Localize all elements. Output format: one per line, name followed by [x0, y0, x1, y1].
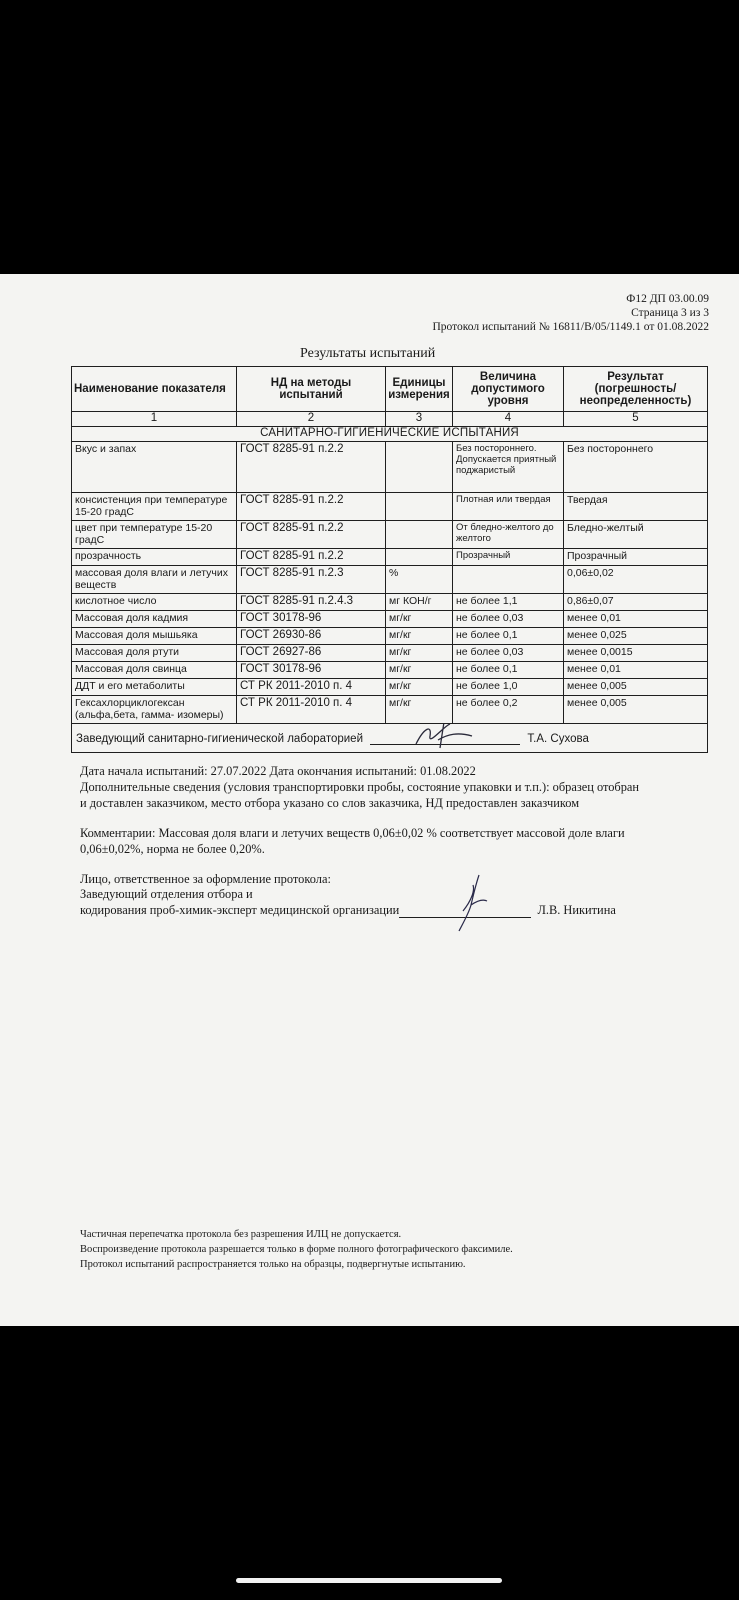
- permissible-level: [453, 566, 564, 594]
- unit: мг/кг: [386, 628, 453, 645]
- indicator-name: Массовая доля свинца: [72, 662, 237, 679]
- footer-note-3: Протокол испытаний распространяется только на образцы, подвергнутые испытанию.: [80, 1259, 466, 1270]
- column-numbers-row: [72, 412, 708, 427]
- result: 0,06±0,02: [564, 566, 708, 594]
- indicator-name: Массовая доля кадмия: [72, 611, 237, 628]
- table-row: [72, 493, 708, 521]
- table-row: [72, 645, 708, 662]
- result: менее 0,025: [564, 628, 708, 645]
- indicator-name: Массовая доля мышьяка: [72, 628, 237, 645]
- unit: [386, 521, 453, 549]
- result: менее 0,01: [564, 611, 708, 628]
- comment-line-2: 0,06±0,02%, норма не более 0,20%.: [80, 842, 265, 856]
- test-method: ГОСТ 8285-91 п.2.2: [237, 442, 386, 493]
- indicator-name: прозрачность: [72, 549, 237, 566]
- permissible-level: Прозрачный: [453, 549, 564, 566]
- table-row: [72, 521, 708, 549]
- footer-note-2: Воспроизведение протокола разрешается только в форме полного фотографического факсимиле.: [80, 1244, 513, 1255]
- lab-head-name: Т.А. Сухова: [527, 732, 589, 745]
- table-row: [72, 611, 708, 628]
- indicator-name: массовая доля влаги и летучих веществ: [72, 566, 237, 594]
- test-method: ГОСТ 8285-91 п.2.2: [237, 493, 386, 521]
- unit: [386, 442, 453, 493]
- signature-row: [72, 724, 708, 753]
- unit: мг/кг: [386, 662, 453, 679]
- column-header: Результат (погрешность/ неопределенность): [564, 367, 708, 412]
- page-number: Страница 3 из 3: [631, 307, 709, 319]
- table-header-row: [72, 367, 708, 412]
- table-row: [72, 566, 708, 594]
- responsible-position-line-1: Заведующий отделения отбора и: [80, 887, 253, 901]
- document-header: [433, 292, 710, 334]
- column-number: 5: [564, 412, 708, 427]
- indicator-name: Гексахлорциклогексан (альфа,бета, гамма- изомеры): [72, 696, 237, 724]
- permissible-level: не более 1,1: [453, 594, 564, 611]
- handwritten-signature-icon: [410, 724, 480, 750]
- test-method: ГОСТ 26930-86: [237, 628, 386, 645]
- table-row: [72, 628, 708, 645]
- responsible-name: Л.В. Никитина: [537, 903, 616, 917]
- test-method: ГОСТ 8285-91 п.2.2: [237, 521, 386, 549]
- test-method: СТ РК 2011-2010 п. 4: [237, 679, 386, 696]
- column-header: Наименование показателя: [72, 367, 237, 412]
- unit: мг/кг: [386, 645, 453, 662]
- test-method: ГОСТ 26927-86: [237, 645, 386, 662]
- results-table: [71, 366, 708, 753]
- unit: мг/кг: [386, 679, 453, 696]
- column-number: 2: [237, 412, 386, 427]
- unit: [386, 493, 453, 521]
- test-method: ГОСТ 30178-96: [237, 611, 386, 628]
- test-method: ГОСТ 8285-91 п.2.4.3: [237, 594, 386, 611]
- unit: мг КОН/г: [386, 594, 453, 611]
- permissible-level: Плотная или твердая: [453, 493, 564, 521]
- handwritten-signature-icon: [451, 871, 491, 935]
- permissible-level: От бледно-желтого до желтого: [453, 521, 564, 549]
- form-code: Ф12 ДП 03.00.09: [626, 293, 709, 305]
- unit: %: [386, 566, 453, 594]
- permissible-level: не более 1,0: [453, 679, 564, 696]
- indicator-name: консистенция при температуре 15-20 градС: [72, 493, 237, 521]
- table-row: [72, 696, 708, 724]
- column-number: 3: [386, 412, 453, 427]
- test-method: СТ РК 2011-2010 п. 4: [237, 696, 386, 724]
- result: Прозрачный: [564, 549, 708, 566]
- signature-line: [370, 732, 520, 745]
- indicator-name: цвет при температуре 15-20 градС: [72, 521, 237, 549]
- result: менее 0,005: [564, 679, 708, 696]
- section-title: САНИТАРНО-ГИГИЕНИЧЕСКИЕ ИСПЫТАНИЯ: [72, 427, 708, 442]
- permissible-level: не более 0,03: [453, 645, 564, 662]
- result: менее 0,0015: [564, 645, 708, 662]
- indicator-name: кислотное число: [72, 594, 237, 611]
- lab-head-signature: [72, 724, 708, 753]
- responsible-person-label: Лицо, ответственное за оформление протокола:: [80, 872, 331, 886]
- responsible-signature-block: [80, 902, 710, 918]
- signature-line: [399, 905, 531, 918]
- column-header: Величина допустимого уровня: [453, 367, 564, 412]
- result: Без постороннего: [564, 442, 708, 493]
- responsible-position-line-2: кодирования проб-химик-эксперт медицинской организации: [80, 903, 400, 917]
- test-method: ГОСТ 8285-91 п.2.2: [237, 549, 386, 566]
- table-row: [72, 442, 708, 493]
- additional-info-line-1: Дополнительные сведения (условия транспортировки пробы, состояние упаковки и т.п.): образец отобран: [80, 780, 640, 794]
- footer-note-1: Частичная перепечатка протокола без разрешения ИЛЦ не допускается.: [80, 1229, 402, 1240]
- column-header: Единицы измерения: [386, 367, 453, 412]
- test-dates: Дата начала испытаний: 27.07.2022 Дата окончания испытаний: 01.08.2022: [80, 764, 476, 778]
- document-page: [0, 274, 739, 1326]
- permissible-level: Без постороннего. Допускается приятный поджаристый: [453, 442, 564, 493]
- table-row: [72, 549, 708, 566]
- result: 0,86±0,07: [564, 594, 708, 611]
- table-row: [72, 594, 708, 611]
- indicator-name: Массовая доля ртути: [72, 645, 237, 662]
- indicator-name: ДДТ и его метаболиты: [72, 679, 237, 696]
- unit: мг/кг: [386, 696, 453, 724]
- permissible-level: не более 0,03: [453, 611, 564, 628]
- indicator-name: Вкус и запах: [72, 442, 237, 493]
- section-row: [72, 427, 708, 442]
- table-row: [72, 679, 708, 696]
- result: Твердая: [564, 493, 708, 521]
- protocol-number: Протокол испытаний № 16811/В/05/1149.1 от 01.08.2022: [432, 321, 709, 333]
- home-indicator[interactable]: [236, 1578, 502, 1583]
- lab-head-title: Заведующий санитарно-гигиенической лабораторией: [76, 732, 364, 745]
- document-title: Результаты испытаний: [300, 346, 436, 361]
- table-row: [72, 662, 708, 679]
- result: менее 0,01: [564, 662, 708, 679]
- permissible-level: не более 0,1: [453, 662, 564, 679]
- unit: [386, 549, 453, 566]
- permissible-level: не более 0,1: [453, 628, 564, 645]
- unit: мг/кг: [386, 611, 453, 628]
- test-method: ГОСТ 30178-96: [237, 662, 386, 679]
- result: менее 0,005: [564, 696, 708, 724]
- permissible-level: не более 0,2: [453, 696, 564, 724]
- test-method: ГОСТ 8285-91 п.2.3: [237, 566, 386, 594]
- column-number: 1: [72, 412, 237, 427]
- column-number: 4: [453, 412, 564, 427]
- result: Бледно-желтый: [564, 521, 708, 549]
- additional-info-line-2: и доставлен заказчиком, место отбора указано со слов заказчика, НД предоставлен заказчиком: [80, 796, 580, 810]
- comment-line-1: Комментарии: Массовая доля влаги и летучих веществ 0,06±0,02 % соответствует массовой доле влаги: [80, 826, 625, 840]
- column-header: НД на методы испытаний: [237, 367, 386, 412]
